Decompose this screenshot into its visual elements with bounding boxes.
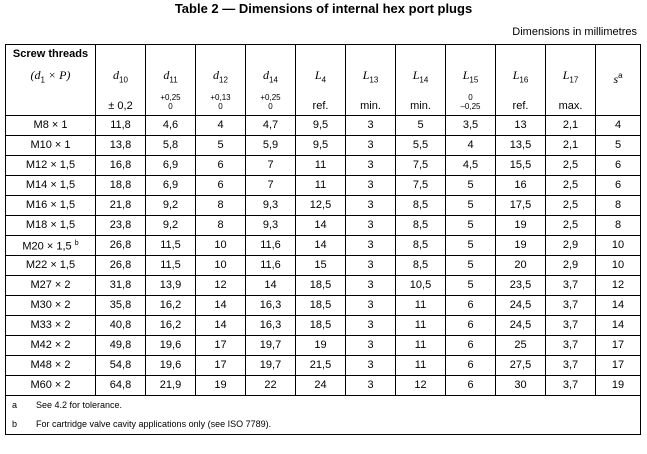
value-cell: 23,8 — [96, 216, 146, 236]
value-cell: 3,7 — [546, 336, 596, 356]
column-symbol: $d_{14}$ — [263, 68, 278, 85]
value-cell: 19 — [296, 336, 346, 356]
value-cell: 6 — [596, 156, 641, 176]
value-cell: 2,5 — [546, 196, 596, 216]
value-cell: 26,8 — [96, 256, 146, 276]
column-symbol: $L_4$ — [314, 68, 327, 85]
value-cell: 15 — [296, 256, 346, 276]
value-cell: 24,5 — [496, 296, 546, 316]
table-row — [6, 196, 641, 216]
table-row — [6, 116, 641, 136]
value-cell: 19,7 — [246, 356, 296, 376]
value-cell: 3 — [346, 236, 396, 256]
header-row — [6, 45, 641, 116]
value-cell: 6,9 — [146, 156, 196, 176]
value-cell: 2,9 — [546, 236, 596, 256]
value-cell: 4,5 — [446, 156, 496, 176]
column-symbol: $L_{14}$ — [412, 68, 429, 85]
value-cell: 16,8 — [96, 156, 146, 176]
header-col — [446, 45, 496, 116]
table-row — [6, 336, 641, 356]
value-cell: 16,3 — [246, 316, 296, 336]
value-cell: 10 — [596, 256, 641, 276]
thread-cell: M16 × 1,5 — [6, 196, 96, 216]
value-cell: 2,5 — [546, 156, 596, 176]
column-symbol: $d_{10}$ — [113, 68, 128, 85]
value-cell: 3,5 — [446, 116, 496, 136]
value-cell: 25 — [496, 336, 546, 356]
value-cell: 21,5 — [296, 356, 346, 376]
value-cell: 2,1 — [546, 116, 596, 136]
value-cell: 6 — [446, 356, 496, 376]
value-cell: 30 — [496, 376, 546, 396]
value-cell: 6,9 — [146, 176, 196, 196]
value-cell: 16,3 — [246, 296, 296, 316]
value-cell: 10 — [596, 236, 641, 256]
value-cell: 18,8 — [96, 176, 146, 196]
value-cell: 19,7 — [246, 336, 296, 356]
column-symbol: $s^a$ — [613, 71, 623, 86]
thread-cell: M18 × 1,5 — [6, 216, 96, 236]
value-cell: 5 — [446, 216, 496, 236]
value-cell: 19,6 — [146, 356, 196, 376]
value-cell: 9,3 — [246, 216, 296, 236]
value-cell: 11 — [296, 156, 346, 176]
value-cell: 54,8 — [96, 356, 146, 376]
value-cell: 9,2 — [146, 196, 196, 216]
footnote: b For cartridge valve cavity applications only (see ISO 7789). — [12, 419, 272, 429]
footnote: a See 4.2 for tolerance. — [12, 400, 123, 410]
header-col — [246, 45, 296, 116]
value-cell: 5 — [196, 136, 246, 156]
value-cell: 6 — [196, 176, 246, 196]
value-cell: 2,9 — [546, 256, 596, 276]
column-symbol: $d_{11}$ — [163, 68, 178, 85]
value-cell: 5 — [446, 176, 496, 196]
value-cell: 5 — [446, 196, 496, 216]
table-row — [6, 176, 641, 196]
column-symbol: $d_{12}$ — [213, 68, 228, 85]
header-screw-threads — [6, 45, 96, 116]
screw-threads-formula — [6, 69, 95, 86]
value-cell: 17,5 — [496, 196, 546, 216]
value-cell: 3 — [346, 376, 396, 396]
value-cell: 13,9 — [146, 276, 196, 296]
thread-cell: M12 × 1,5 — [6, 156, 96, 176]
value-cell: 6 — [446, 316, 496, 336]
value-cell: 14 — [296, 236, 346, 256]
table-row — [6, 356, 641, 376]
table-title: Table 2 — Dimensions of internal hex port plugs — [174, 1, 473, 16]
formula-end: × P) — [45, 68, 71, 82]
value-cell: 6 — [196, 156, 246, 176]
value-cell: 3,7 — [546, 356, 596, 376]
value-cell: 3 — [346, 276, 396, 296]
value-cell: 11 — [396, 356, 446, 376]
header-col — [496, 45, 546, 116]
column-symbol: $L_{13}$ — [362, 68, 379, 85]
value-cell: 18,5 — [296, 316, 346, 336]
column-note: ref. — [312, 100, 329, 112]
value-cell: 14 — [196, 316, 246, 336]
value-cell: 9,2 — [146, 216, 196, 236]
value-cell: 13 — [496, 116, 546, 136]
value-cell: 3 — [346, 176, 396, 196]
table-row — [6, 276, 641, 296]
column-tolerance: +0,25 0 — [160, 93, 181, 111]
column-note: ref. — [512, 100, 529, 112]
thread-cell: M8 × 1 — [6, 116, 96, 136]
value-cell: 3,7 — [546, 316, 596, 336]
value-cell: 8,5 — [396, 196, 446, 216]
value-cell: 24 — [296, 376, 346, 396]
value-cell: 6 — [446, 376, 496, 396]
value-cell: 10,5 — [396, 276, 446, 296]
value-cell: 14 — [596, 296, 641, 316]
dimensions-table — [5, 44, 641, 435]
column-tolerance: +0,25 0 — [260, 93, 281, 111]
table-row — [6, 136, 641, 156]
value-cell: 15,5 — [496, 156, 546, 176]
value-cell: 17 — [196, 336, 246, 356]
table-row — [6, 216, 641, 236]
table-row — [6, 296, 641, 316]
value-cell: 5 — [396, 116, 446, 136]
value-cell: 19,6 — [146, 336, 196, 356]
thread-cell: M42 × 2 — [6, 336, 96, 356]
thread-cell: M14 × 1,5 — [6, 176, 96, 196]
value-cell: 3,7 — [546, 276, 596, 296]
value-cell: 7 — [246, 176, 296, 196]
value-cell: 5,9 — [246, 136, 296, 156]
value-cell: 19 — [196, 376, 246, 396]
value-cell: 8,5 — [396, 236, 446, 256]
table-row — [6, 156, 641, 176]
value-cell: 12 — [596, 276, 641, 296]
value-cell: 20 — [496, 256, 546, 276]
value-cell: 18,5 — [296, 276, 346, 296]
value-cell: 3 — [346, 296, 396, 316]
value-cell: 19 — [596, 376, 641, 396]
column-tolerance: +0,13 0 — [210, 93, 231, 111]
column-symbol: $L_{16}$ — [512, 68, 529, 85]
value-cell: 11 — [396, 336, 446, 356]
value-cell: 13,8 — [96, 136, 146, 156]
value-cell: 3 — [346, 336, 396, 356]
value-cell: 6 — [446, 336, 496, 356]
value-cell: 3 — [346, 196, 396, 216]
value-cell: 21,8 — [96, 196, 146, 216]
value-cell: 9,5 — [296, 116, 346, 136]
value-cell: 5,8 — [146, 136, 196, 156]
value-cell: 6 — [446, 296, 496, 316]
value-cell: 64,8 — [96, 376, 146, 396]
value-cell: 14 — [596, 316, 641, 336]
value-cell: 3 — [346, 216, 396, 236]
value-cell: 24,5 — [496, 316, 546, 336]
value-cell: 7 — [246, 156, 296, 176]
column-tolerance: 0 –0,25 — [460, 93, 481, 111]
value-cell: 11 — [396, 316, 446, 336]
value-cell: 11,6 — [246, 236, 296, 256]
value-cell: 13,5 — [496, 136, 546, 156]
value-cell: 14 — [296, 216, 346, 236]
value-cell: 7,5 — [396, 176, 446, 196]
header-col — [596, 45, 641, 116]
column-note: min. — [410, 100, 431, 112]
value-cell: 12 — [196, 276, 246, 296]
header-col — [296, 45, 346, 116]
value-cell: 8,5 — [396, 216, 446, 236]
value-cell: 8,5 — [396, 256, 446, 276]
column-note: ± 0,2 — [108, 100, 133, 112]
value-cell: 7,5 — [396, 156, 446, 176]
header-col — [396, 45, 446, 116]
value-cell: 4,6 — [146, 116, 196, 136]
value-cell: 3,7 — [546, 376, 596, 396]
value-cell: 8 — [196, 196, 246, 216]
table-row — [6, 256, 641, 276]
value-cell: 5 — [446, 276, 496, 296]
header-col — [346, 45, 396, 116]
header-col — [546, 45, 596, 116]
value-cell: 14 — [246, 276, 296, 296]
thread-cell: M33 × 2 — [6, 316, 96, 336]
column-note: max. — [558, 100, 583, 112]
value-cell: 9,3 — [246, 196, 296, 216]
value-cell: 4,7 — [246, 116, 296, 136]
thread-cell: M10 × 1 — [6, 136, 96, 156]
table-row — [6, 236, 641, 256]
value-cell: 5 — [446, 256, 496, 276]
value-cell: 6 — [596, 176, 641, 196]
value-cell: 16,2 — [146, 296, 196, 316]
value-cell: 10 — [196, 256, 246, 276]
value-cell: 16,2 — [146, 316, 196, 336]
header-col — [146, 45, 196, 116]
value-cell: 10 — [196, 236, 246, 256]
value-cell: 11,5 — [146, 236, 196, 256]
value-cell: 9,5 — [296, 136, 346, 156]
value-cell: 5 — [596, 136, 641, 156]
value-cell: 4 — [196, 116, 246, 136]
value-cell: 21,9 — [146, 376, 196, 396]
value-cell: 4 — [446, 136, 496, 156]
value-cell: 2,5 — [546, 216, 596, 236]
column-symbol: $L_{17}$ — [562, 68, 579, 85]
value-cell: 5 — [446, 236, 496, 256]
value-cell: 22 — [246, 376, 296, 396]
value-cell: 8 — [196, 216, 246, 236]
formula-part: (d — [30, 68, 41, 82]
value-cell: 12 — [396, 376, 446, 396]
value-cell: 35,8 — [96, 296, 146, 316]
value-cell: 17 — [196, 356, 246, 376]
value-cell: 18,5 — [296, 296, 346, 316]
value-cell: 11,6 — [246, 256, 296, 276]
thread-cell: M60 × 2 — [6, 376, 96, 396]
thread-cell: M27 × 2 — [6, 276, 96, 296]
value-cell: 40,8 — [96, 316, 146, 336]
value-cell: 27,5 — [496, 356, 546, 376]
value-cell: 19 — [496, 216, 546, 236]
value-cell: 16 — [496, 176, 546, 196]
formula-sub: 1 — [40, 75, 45, 85]
value-cell: 3 — [346, 156, 396, 176]
value-cell: 49,8 — [96, 336, 146, 356]
value-cell: 3,7 — [546, 296, 596, 316]
value-cell: 3 — [346, 256, 396, 276]
value-cell: 11 — [296, 176, 346, 196]
value-cell: 31,8 — [96, 276, 146, 296]
thread-cell: M30 × 2 — [6, 296, 96, 316]
column-note: min. — [360, 100, 381, 112]
thread-cell: M22 × 1,5 — [6, 256, 96, 276]
value-cell: 11,5 — [146, 256, 196, 276]
value-cell: 3 — [346, 356, 396, 376]
value-cell: 26,8 — [96, 236, 146, 256]
value-cell: 3 — [346, 136, 396, 156]
value-cell: 2,5 — [546, 176, 596, 196]
value-cell: 14 — [196, 296, 246, 316]
value-cell: 5,5 — [396, 136, 446, 156]
thread-cell: M20 × 1,5 $^b$ — [6, 236, 96, 256]
header-col — [96, 45, 146, 116]
value-cell: 2,1 — [546, 136, 596, 156]
screw-threads-label: Screw threads — [12, 48, 89, 60]
value-cell: 12,5 — [296, 196, 346, 216]
header-col — [196, 45, 246, 116]
value-cell: 23,5 — [496, 276, 546, 296]
value-cell: 17 — [596, 356, 641, 376]
value-cell: 3 — [346, 116, 396, 136]
value-cell: 19 — [496, 236, 546, 256]
footnotes-row — [6, 396, 641, 435]
value-cell: 3 — [346, 316, 396, 336]
value-cell: 17 — [596, 336, 641, 356]
table-row — [6, 316, 641, 336]
units-note: Dimensions in millimetres — [512, 26, 637, 38]
value-cell: 8 — [596, 196, 641, 216]
footnotes-cell — [6, 396, 641, 435]
table-row — [6, 376, 641, 396]
thread-cell: M48 × 2 — [6, 356, 96, 376]
value-cell: 11 — [396, 296, 446, 316]
value-cell: 4 — [596, 116, 641, 136]
value-cell: 11,8 — [96, 116, 146, 136]
column-symbol: $L_{15}$ — [462, 68, 479, 85]
value-cell: 8 — [596, 216, 641, 236]
